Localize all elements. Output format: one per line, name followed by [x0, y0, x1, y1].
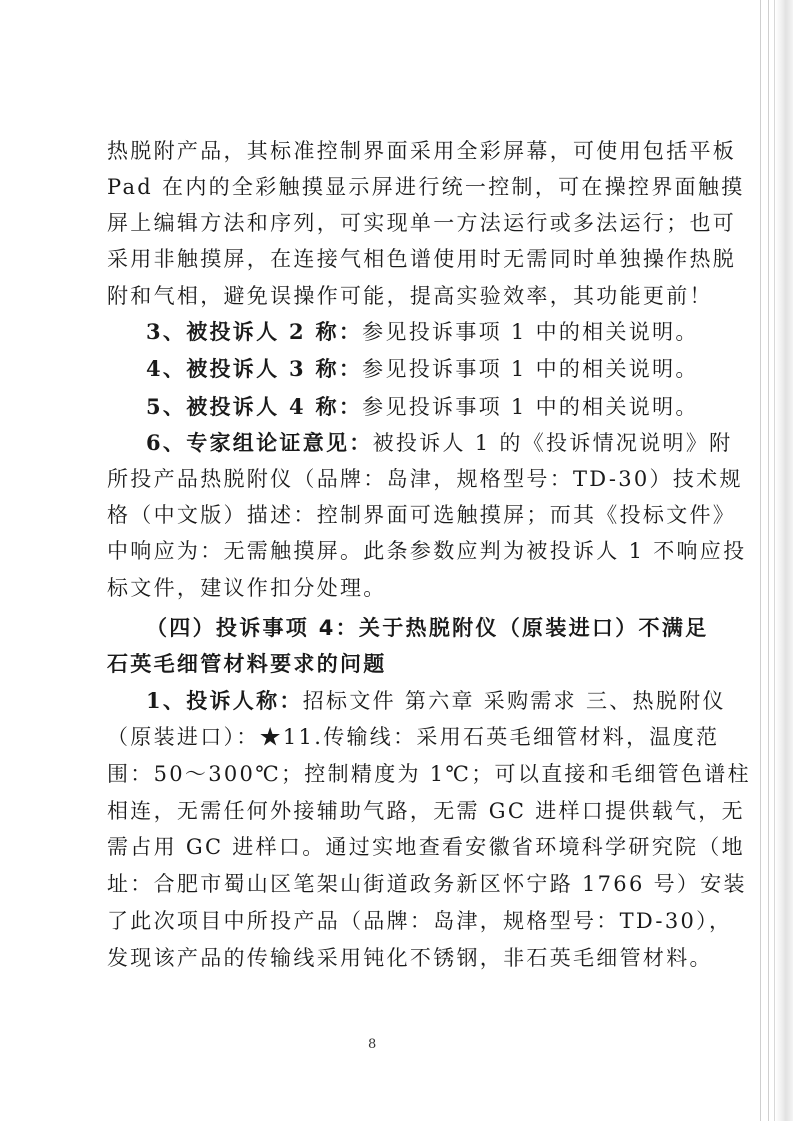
body-line: 相连，无需任何外接辅助气路，无需 GC 进样口提供载气，无	[107, 799, 745, 823]
item-6-first-line: 被投诉人 1 的《投诉情况说明》附	[372, 431, 733, 455]
body-line: 址：合肥市蜀山区笔架山街道政务新区怀宁路 1766 号）安装	[107, 872, 747, 896]
page-edge-line	[760, 0, 761, 1121]
item-3-text: 参见投诉事项 1 中的相关说明。	[362, 320, 699, 344]
paragraph-item-4	[146, 354, 699, 384]
scanned-page-edge	[774, 0, 793, 1121]
item-3-label: 3、被投诉人 2 称：	[146, 319, 363, 344]
paragraph-item-5	[146, 392, 699, 422]
body-line: 发现该产品的传输线采用钝化不锈钢，非石英毛细管材料。	[107, 946, 713, 970]
item-4-label: 4、被投诉人 3 称：	[146, 356, 363, 381]
item-1-first-line: 招标文件 第六章 采购需求 三、热脱附仪	[302, 689, 726, 713]
item-1-label: 1、投诉人称：	[146, 688, 303, 713]
item-5-label: 5、被投诉人 4 称：	[146, 394, 363, 419]
section-heading: （四）投诉事项 4：关于热脱附仪（原装进口）不满足	[146, 616, 709, 640]
body-line: 屏上编辑方法和序列，可实现单一方法运行或多法运行；也可	[107, 211, 737, 235]
body-line: 需占用 GC 进样口。通过实地查看安徽省环境科学研究院（地	[107, 835, 745, 859]
page-number: 8	[368, 1037, 377, 1052]
body-line: 采用非触摸屏，在连接气相色谱使用时无需同时单独操作热脱	[107, 247, 737, 271]
body-line: 中响应为：无需触摸屏。此条参数应判为被投诉人 1 不响应投	[107, 539, 747, 563]
section-heading-continued: 石英毛细管材料要求的问题	[107, 652, 387, 676]
item-4-text: 参见投诉事项 1 中的相关说明。	[362, 357, 699, 381]
page-edge-line	[768, 0, 769, 1121]
body-line: 标文件，建议作扣分处理。	[107, 576, 387, 600]
body-line: Pad 在内的全彩触摸显示屏进行统一控制，可在操控界面触摸	[107, 175, 745, 199]
body-line: 所投产品热脱附仪（品牌：岛津，规格型号：TD-30）技术规	[107, 467, 743, 491]
body-line: 热脱附产品，其标准控制界面采用全彩屏幕，可使用包括平板	[107, 139, 737, 163]
body-line: 附和气相，避免误操作可能，提高实验效率，其功能更前！	[107, 284, 713, 308]
body-line: （原装进口）：★11.传输线：采用石英毛细管材料，温度范	[107, 725, 720, 749]
item-6-label: 6、专家组论证意见：	[146, 430, 373, 455]
item-5-text: 参见投诉事项 1 中的相关说明。	[362, 395, 699, 419]
paragraph-item-3	[146, 317, 699, 347]
body-line: 了此次项目中所投产品（品牌：岛津，规格型号：TD-30），	[107, 909, 733, 933]
body-line: 围：50～300℃；控制精度为 1℃；可以直接和毛细管色谱柱	[107, 762, 751, 786]
paragraph-item-1	[146, 686, 726, 716]
paragraph-item-6	[146, 428, 732, 458]
body-line: 格（中文版）描述：控制界面可选触摸屏；而其《投标文件》	[107, 503, 737, 527]
